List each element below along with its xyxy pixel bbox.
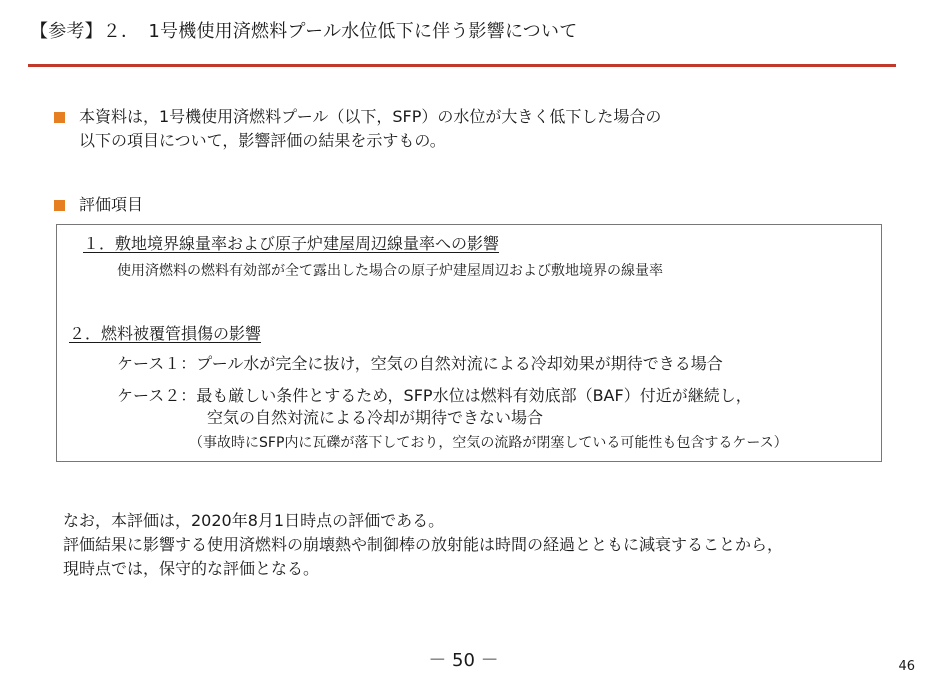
item2-heading: ２．燃料被覆管損傷の影響 <box>69 324 262 343</box>
slide-title: 【参考】２． 1号機使用済燃料プール水位低下に伴う影響について <box>30 21 578 42</box>
item2-case2-line1: ケース２：最も厳しい条件とするため，SFP水位は燃料有効底部（BAF）付近が継続し， <box>117 386 752 405</box>
footer-note-line-1: なお，本評価は，2020年8月1日時点の評価である。 <box>63 511 445 530</box>
footer-note-line-2: 評価結果に影響する使用済燃料の崩壊熱や制御棒の放射能は時間の経過とともに減衰することから， <box>63 535 784 554</box>
page-number-corner: 46 <box>898 659 915 674</box>
intro-line-2: 以下の項目について，影響評価の結果を示すもの。 <box>79 131 446 150</box>
title-divider <box>28 64 896 67</box>
bullet-square-icon <box>54 112 65 123</box>
page-number-center: － 50 － <box>428 650 499 671</box>
bullet-square-icon <box>54 200 65 211</box>
item2-note: （事故時にSFP内に瓦礫が落下しており，空気の流路が閉塞している可能性も包含するケース） <box>189 435 788 451</box>
item2-case1: ケース１：プール水が完全に抜け，空気の自然対流による冷却効果が期待できる場合 <box>117 354 723 373</box>
item1-heading: １．敷地境界線量率および原子炉建屋周辺線量率への影響 <box>83 234 500 253</box>
intro-line-1: 本資料は，1号機使用済燃料プール（以下，SFP）の水位が大きく低下した場合の <box>79 107 662 126</box>
evaluation-label: 評価項目 <box>79 195 144 214</box>
item1-description: 使用済燃料の燃料有効部が全て露出した場合の原子炉建屋周辺および敷地境界の線量率 <box>117 263 663 279</box>
evaluation-items-box <box>56 224 882 462</box>
item2-case2-line2: 空気の自然対流による冷却が期待できない場合 <box>207 408 544 427</box>
footer-note-line-3: 現時点では，保守的な評価となる。 <box>63 559 320 578</box>
